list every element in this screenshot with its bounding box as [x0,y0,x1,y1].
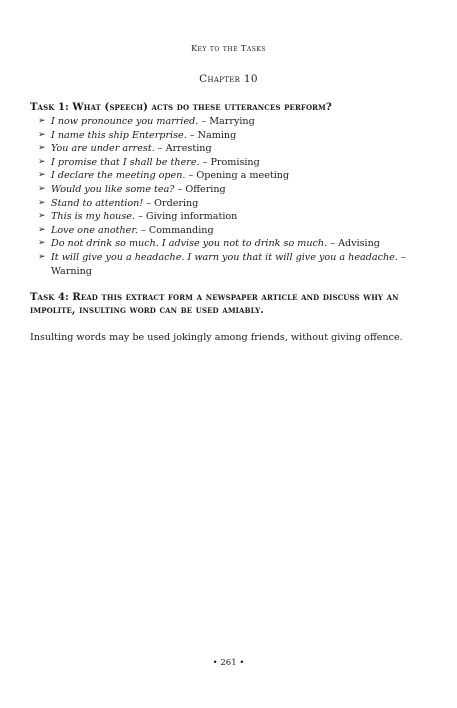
speech-act-answer: – Marrying [198,116,255,127]
utterance-text: I now pronounce you married. [51,116,199,127]
list-item [38,169,438,183]
list-item [38,224,438,238]
task-1-list [38,115,438,278]
utterance-text: Love one another. [51,224,138,236]
list-item [38,115,438,129]
arrowhead-bullet-icon: ➢ [38,197,46,208]
list-item [38,142,438,156]
speech-act-answer: – Ordering [143,197,199,209]
utterance-text: This is my house. [51,211,136,223]
speech-act-answer: – Naming [186,129,237,141]
speech-act-answer: – Commanding [137,224,214,236]
utterance-text: I declare the meeting open. [51,170,186,182]
task-4-answer: Insulting words may be used jokingly among friends, without giving offence. [30,332,403,343]
list-item [38,237,438,251]
page-number: • 261 • [212,658,245,668]
utterance-text: Do not drink so much. I advise you not to drink so much. [51,238,328,250]
task-4-title: Task 4: Read this extract form a newspaper article and discuss why an impolite, insulting word can be used amiably. [30,292,399,316]
list-item [38,129,438,143]
utterance-text: I name this ship Enterprise. [51,129,187,141]
speech-act-answer: – Promising [199,156,260,168]
speech-act-answer: – Advising [327,238,380,250]
utterance-text: Stand to attention! [51,197,144,209]
arrowhead-bullet-icon: ➢ [38,238,46,249]
task-1-title: Task 1: What (speech) acts do these utterances perform? [30,102,332,113]
speech-act-answer: – Warning [51,251,406,277]
arrowhead-bullet-icon: ➢ [38,183,46,194]
utterance-text: I promise that I shall be there. [51,156,200,168]
list-item [38,251,438,278]
list-item [38,210,438,224]
utterance-text: It will give you a headache. I warn you that it will give you a headache. [51,251,398,263]
list-item [38,156,438,170]
speech-act-answer: – Giving information [135,211,238,223]
speech-act-answer: – Offering [174,183,226,195]
running-head: Key to the Tasks [191,44,266,53]
arrowhead-bullet-icon: ➢ [38,116,46,126]
speech-act-answer: – Opening a meeting [185,170,290,182]
list-item [38,197,438,211]
arrowhead-bullet-icon: ➢ [38,143,46,154]
list-item [38,183,438,197]
arrowhead-bullet-icon: ➢ [38,156,46,167]
arrowhead-bullet-icon: ➢ [38,224,46,235]
speech-act-answer: – Arresting [154,143,212,155]
utterance-text: You are under arrest. [51,143,155,155]
arrowhead-bullet-icon: ➢ [38,170,46,181]
arrowhead-bullet-icon: ➢ [38,129,46,140]
arrowhead-bullet-icon: ➢ [38,211,46,222]
arrowhead-bullet-icon: ➢ [38,251,46,262]
utterance-text: Would you like some tea? [51,183,175,195]
chapter-title: Chapter 10 [199,73,258,85]
